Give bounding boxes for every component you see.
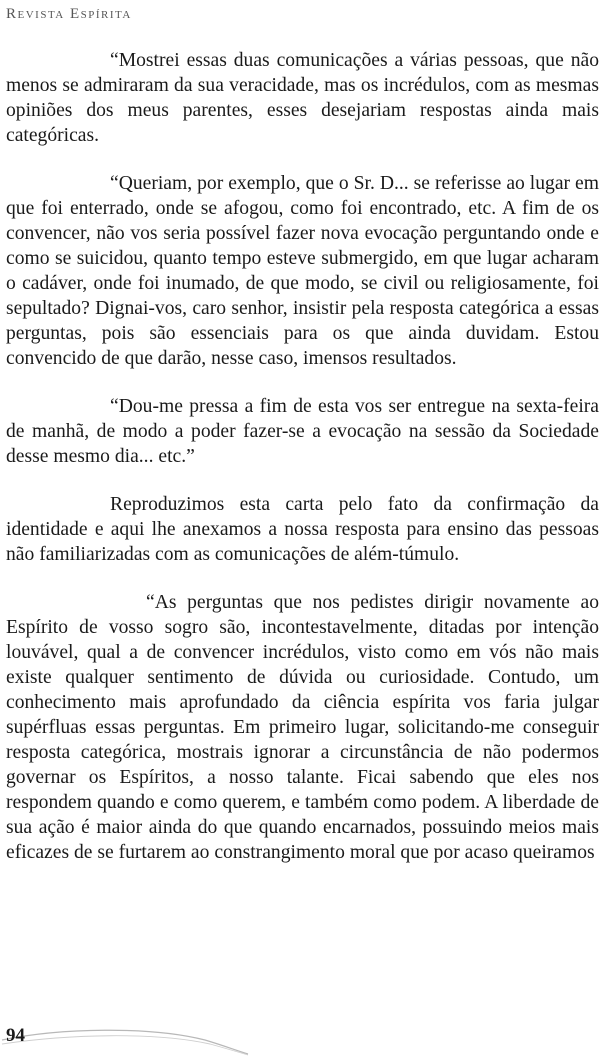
- decorative-swoosh-ornament: [0, 1010, 250, 1056]
- running-header: Revista Espírita: [6, 6, 132, 22]
- page-number: 94: [6, 1025, 25, 1046]
- paragraph-4: Reproduzimos esta carta pelo fato da confirmação da identidade e aqui lhe anexamos a nossa resposta para ensino das pessoas não familiarizadas com as comunicações de além-túmulo.: [6, 494, 599, 565]
- paragraph-5: “As perguntas que nos pedistes dirigir novamente ao Espírito de vosso sogro são, incontestavelmente, ditadas por intenção louvável, qual a de convencer incrédulos, visto como em vós não mais existe qualquer sentimento de dúvida ou curiosidade. Contudo, um conhecimento mais aprofundado da ciência espírita vos faria julgar supérfluas essas perguntas. Em primeiro lugar, solicitando-me conseguir resposta categórica, mostrais ignorar a circunstância de não podermos governar os Espíritos, a nosso talante. Ficai sabendo que eles nos respondem quando e como querem, e também como podem. A liberdade de sua ação é maior ainda do que quando encarnados, possuindo meios mais eficazes de se furtarem ao constrangimento moral que por acaso queiramos: [6, 592, 599, 863]
- paragraph-3: “Dou-me pressa a fim de esta vos ser entregue na sexta-feira de manhã, de modo a poder fazer-se a evocação na sessão da Sociedade desse mesmo dia... etc.”: [6, 396, 599, 467]
- paragraph-2: “Queriam, por exemplo, que o Sr. D... se referisse ao lugar em que foi enterrado, onde se afogou, como foi encontrado, etc. A fim de os convencer, não vos seria possível fazer nova evocação perguntando onde e como se suicidou, quanto tempo esteve submergido, em que lugar acharam o cadáver, onde foi inumado, de que modo, se civil ou religiosamente, foi sepultado? Dignai-vos, caro senhor, insistir pela resposta categórica a essas perguntas, pois são essenciais para os que ainda duvidam. Estou convencido de que darão, nesse caso, imensos resultados.: [6, 173, 599, 369]
- paragraph-1: “Mostrei essas duas comunicações a várias pessoas, que não menos se admiraram da sua veracidade, mas os incrédulos, com as mesmas opiniões dos meus parentes, esses desejariam respostas ainda mais categóricas.: [6, 50, 599, 146]
- page-body: [6, 48, 599, 888]
